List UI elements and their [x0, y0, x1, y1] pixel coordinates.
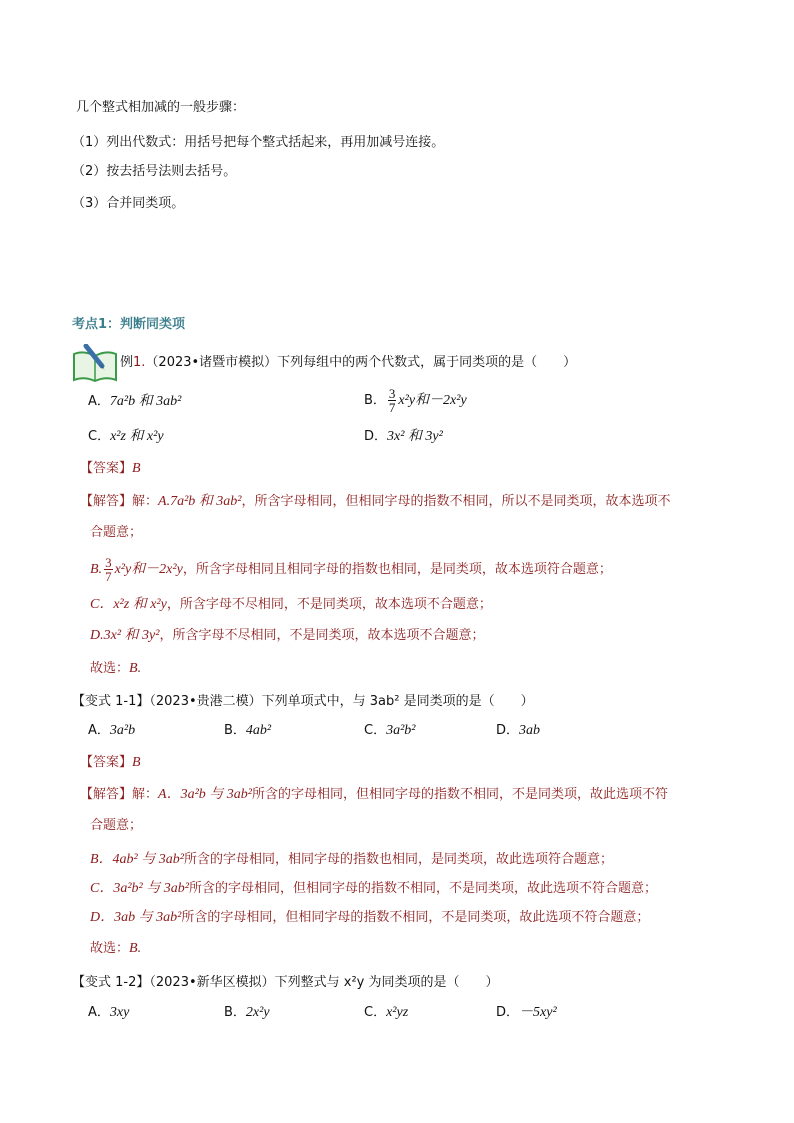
option-d[interactable] [496, 1004, 557, 1022]
intro-title: 几个整式相加减的一般步骤： [76, 100, 246, 115]
intro-step: （1）列出代数式：用括号把每个整式括起来，再用加减号连接。 [72, 135, 445, 150]
example-1-stem [120, 354, 576, 372]
text: 7 [388, 400, 396, 415]
option-b[interactable] [224, 722, 271, 740]
text: 所含的字母相同，但相同字母的指数不相同，不是同类项，故此选项不符合题意； [188, 881, 657, 896]
text: x²yz [386, 1005, 409, 1020]
solution-b [90, 555, 612, 585]
text: 故选： [90, 661, 130, 676]
text: C． [364, 1005, 387, 1020]
option-c[interactable] [88, 428, 164, 446]
text: A.7a²b 和 3ab² [158, 494, 242, 509]
text: 故选： [90, 941, 130, 956]
text: ，所含字母相同，但相同字母的指数不相同，所以不是同类项，故本选项不 [241, 494, 671, 509]
text: （2023•贵港二模）下列单项式中，与 3ab² 是同类项的是（ ） [149, 694, 534, 709]
text: （2023•诸暨市模拟）下列每组中的两个代数式，属于同类项的是（ ） [145, 355, 577, 370]
text: 解： [132, 787, 159, 802]
final-choice [90, 660, 141, 678]
text: （2023•新华区模拟）下列整式与 x²y 为同类项的是（ ） [149, 975, 499, 990]
text: A．3a²b 与 3ab² [158, 787, 252, 802]
text: 3a²b [109, 723, 136, 738]
text: 【解答】 [80, 787, 133, 802]
answer [80, 460, 141, 478]
text: D． [364, 429, 388, 444]
solution-d [90, 909, 649, 927]
text: x²y和－2x²y [114, 562, 183, 577]
text: 7a²b 和 3ab² [109, 394, 182, 409]
solution-b [90, 851, 613, 869]
text: 【答案】 [80, 755, 133, 770]
solution-a [80, 493, 671, 511]
text: ，所含字母相同且相同字母的指数也相同，是同类项，故本选项符合题意； [182, 562, 612, 577]
text: ，所含字母不尽相同，不是同类项，故本选项不合题意； [159, 628, 485, 643]
option-d[interactable] [496, 722, 540, 740]
text: 所含的字母相同，但相同字母的指数不相同，不是同类项，故此选项不符 [251, 787, 668, 802]
text: －5xy² [519, 1005, 557, 1020]
text: 所含的字母相同，但相同字母的指数不相同，不是同类项，故此选项不符合题意； [181, 910, 650, 925]
solution-a-cont: 合题意； [90, 818, 143, 833]
text: B． [224, 1005, 246, 1020]
variant-1-2-stem [72, 974, 499, 992]
text: 3x² 和 3y² [387, 429, 443, 444]
text: C． [88, 429, 111, 444]
text: A． [88, 394, 110, 409]
text: 3 [105, 555, 112, 570]
text: C．3a²b² 与 3ab² [90, 881, 189, 896]
option-a[interactable] [88, 1004, 129, 1022]
text: D.3x² 和 3y² [90, 628, 160, 643]
text: 4ab² [245, 723, 272, 738]
text: 1. [133, 355, 146, 370]
text: 解： [132, 494, 159, 509]
text: 3xy [109, 1005, 130, 1020]
option-b[interactable] [224, 1004, 270, 1022]
text: 【变式 1-2】 [72, 975, 150, 990]
option-b[interactable] [364, 386, 467, 416]
text: x²y和－2x²y [398, 393, 467, 408]
final-choice [90, 940, 141, 958]
book-pencil-icon [72, 344, 118, 382]
solution-a-cont: 合题意； [90, 525, 143, 540]
text: B． [224, 723, 246, 738]
intro-step: （3）合并同类项。 [72, 196, 185, 211]
answer [80, 754, 141, 772]
text: 例 [120, 355, 134, 370]
text: C．x²z 和 x²y [90, 597, 167, 612]
text: B [132, 461, 141, 476]
option-a[interactable] [88, 722, 135, 740]
text: ，所含字母不尽相同，不是同类项，故本选项不合题意； [166, 597, 492, 612]
solution-c [90, 596, 492, 614]
option-d[interactable] [364, 428, 443, 446]
text: 3 [388, 386, 396, 401]
intro-step: （2）按去括号法则去括号。 [72, 164, 237, 179]
text: B．4ab² 与 3ab² [90, 852, 184, 867]
text: B. [129, 941, 142, 956]
text: x²z 和 x²y [110, 429, 164, 444]
variant-1-1-stem [72, 693, 534, 711]
option-c[interactable] [364, 722, 415, 740]
option-c[interactable] [364, 1004, 408, 1022]
text: 7 [105, 569, 112, 584]
text: B [132, 755, 141, 770]
text: 【解答】 [80, 494, 133, 509]
text: A． [88, 723, 110, 738]
text: B． [364, 393, 386, 408]
text: C． [364, 723, 387, 738]
section-heading: 考点1：判断同类项 [72, 317, 186, 332]
text: D．3ab 与 3ab² [90, 910, 182, 925]
text: D． [496, 1005, 520, 1020]
text: 3a²b² [386, 723, 416, 738]
text: 【变式 1-1】 [72, 694, 150, 709]
solution-a [80, 786, 668, 804]
option-a[interactable] [88, 393, 181, 411]
solution-d [90, 627, 484, 645]
solution-c [90, 880, 657, 898]
text: B. [129, 661, 142, 676]
text: 3ab [519, 723, 541, 738]
text: A． [88, 1005, 110, 1020]
text: D． [496, 723, 520, 738]
text: 所含的字母相同，相同字母的指数也相同，是同类项，故此选项符合题意； [183, 852, 613, 867]
text: 【答案】 [80, 461, 133, 476]
text: B. [90, 562, 103, 577]
text: 2x²y [245, 1005, 270, 1020]
